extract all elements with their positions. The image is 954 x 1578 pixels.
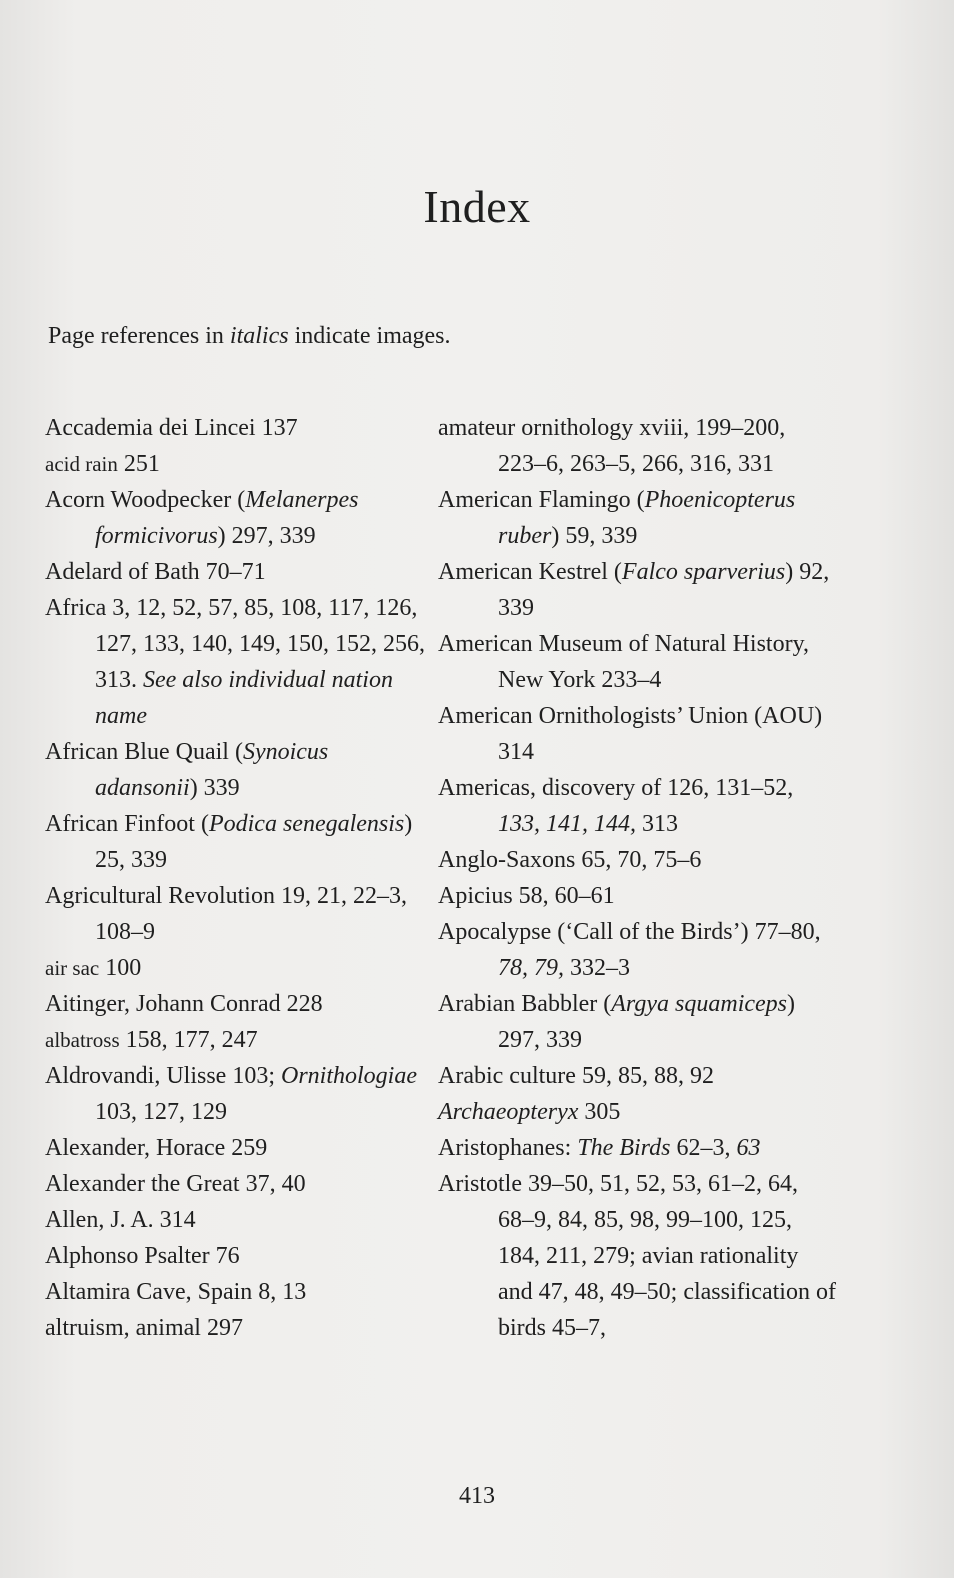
entry-heading: American Museum of Natural History, New York [438, 631, 810, 693]
entry-detail: 233–4 [595, 667, 662, 693]
entry-heading: altruism, animal [45, 1315, 201, 1341]
index-entry [438, 1166, 838, 1346]
entry-heading: Aitinger, Johann Conrad [45, 991, 281, 1017]
entry-detail: ) 92, 339 [498, 559, 830, 621]
entry-heading: Arabic culture [438, 1063, 576, 1089]
entry-detail: 137 [255, 415, 298, 441]
entry-heading: albatross [45, 1028, 120, 1052]
entry-detail: 251 [117, 451, 160, 477]
entry-heading: Acorn Woodpecker ( [45, 487, 246, 513]
index-entry [438, 842, 838, 878]
entry-detail: ) 339 [189, 775, 240, 801]
entry-heading: Adelard of Bath [45, 559, 200, 585]
entry-detail: 19, 21, 22–3, 108–9 [95, 883, 407, 945]
entry-heading: Accademia dei Lincei [45, 415, 256, 441]
entry-heading: Apocalypse (‘Call of the Birds’) [438, 919, 749, 945]
index-entry [438, 410, 838, 482]
entry-heading: Alexander the Great [45, 1171, 240, 1197]
entry-detail: 37, 40 [239, 1171, 306, 1197]
index-entry [438, 1094, 838, 1130]
index-entry [45, 734, 425, 806]
index-entry [45, 410, 425, 446]
entry-detail: 228 [280, 991, 323, 1017]
entry-detail: ) 297, 339 [217, 523, 316, 549]
index-entry [45, 446, 425, 482]
entry-heading: Allen, J. A. [45, 1207, 154, 1233]
index-entry [45, 1310, 425, 1346]
entry-heading: Aristotle [438, 1171, 522, 1197]
entry-detail: Falco sparverius [621, 559, 786, 585]
index-entry [45, 950, 425, 986]
entry-detail: 158, 177, 247 [119, 1027, 258, 1053]
entry-heading: African Finfoot ( [45, 811, 209, 837]
index-entry [45, 1274, 425, 1310]
index-entry [438, 698, 838, 770]
entry-heading: Agricultural Revolution [45, 883, 275, 909]
entry-detail: The Birds [577, 1135, 671, 1161]
entry-detail: Argya squamiceps [611, 991, 788, 1017]
entry-heading: Apicius [438, 883, 513, 909]
entry-detail: 78, 79, [498, 955, 564, 981]
index-entry [45, 1202, 425, 1238]
entry-detail: Archaeopteryx [438, 1099, 579, 1125]
index-entry [438, 1058, 838, 1094]
index-entry [45, 1058, 425, 1130]
entry-detail: 305 [578, 1099, 621, 1125]
index-note [48, 323, 451, 350]
index-entry [438, 986, 838, 1058]
entry-heading: Americas, discovery of [438, 775, 662, 801]
entry-detail: 62–3, [670, 1135, 737, 1161]
entry-detail: 8, 13 [252, 1279, 307, 1305]
index-entry [438, 878, 838, 914]
entry-heading: Altamira Cave, Spain [45, 1279, 253, 1305]
entry-detail: 39–50, 51, 52, 53, 61–2, 64, 68–9, 84, 85, 98, 99–100, 125, 184, 211, 279; avian rationality and 47, 48, 49–50; classification of birds 45–7, [498, 1171, 836, 1341]
entry-detail: Podica senegalensis [208, 811, 405, 837]
entry-detail: 76 [209, 1243, 240, 1269]
entry-detail: 103; [226, 1063, 281, 1089]
entry-detail: 65, 70, 75–6 [575, 847, 702, 873]
index-entry [45, 986, 425, 1022]
entry-detail: xviii, 199–200, 223–6, 263–5, 266, 316, 331 [498, 415, 786, 477]
entry-heading: American Ornithologists’ Union (AOU) [438, 703, 823, 729]
note-text: Page references in [48, 323, 230, 349]
index-entry [438, 770, 838, 842]
entry-detail: 3, 12, 52, 57, 85, 108, 117, 126, 127, 133, 140, 149, 150, 152, 256, 313. [95, 595, 425, 693]
entry-detail: 100 [99, 955, 142, 981]
entry-detail: 332–3 [564, 955, 630, 981]
entry-detail: 103, 127, 129 [95, 1099, 227, 1125]
entry-heading: Anglo-Saxons [438, 847, 576, 873]
entry-detail: 259 [225, 1135, 268, 1161]
entry-heading: Alphonso Psalter [45, 1243, 210, 1269]
page-title: Index [423, 181, 531, 232]
entry-detail: 297 [200, 1315, 243, 1341]
entry-heading: Arabian Babbler ( [438, 991, 612, 1017]
index-entry [45, 482, 425, 554]
entry-detail: 58, 60–61 [512, 883, 615, 909]
index-entry [45, 590, 425, 734]
entry-detail: 70–71 [199, 559, 266, 585]
entry-detail: ) 297, 339 [498, 991, 796, 1053]
index-entry [45, 1166, 425, 1202]
index-entry [438, 482, 838, 554]
entry-heading: Alexander, Horace [45, 1135, 226, 1161]
entry-detail: ) 25, 339 [95, 811, 413, 873]
index-entry [45, 806, 425, 878]
entry-detail: See also individual nation name [95, 667, 393, 729]
entry-detail: 126, 131–52, [661, 775, 794, 801]
entry-detail: 77–80, [748, 919, 821, 945]
index-column-right [438, 410, 838, 1346]
entry-heading: air sac [45, 956, 100, 980]
entry-detail: 314 [153, 1207, 196, 1233]
index-entry [438, 626, 838, 698]
entry-heading: Aristophanes: [438, 1135, 578, 1161]
entry-detail: 133, 141, 144, [498, 811, 636, 837]
entry-heading: American Flamingo ( [438, 487, 645, 513]
index-entry [438, 1130, 838, 1166]
entry-heading: Africa [45, 595, 107, 621]
entry-detail: Melanerpes formicivorus [95, 487, 359, 549]
entry-detail: Phoenicopterus ruber [498, 487, 796, 549]
entry-detail: Synoicus adansonii [95, 739, 329, 801]
entry-heading: amateur ornithology [438, 415, 634, 441]
index-entry [438, 914, 838, 986]
index-entry [45, 1022, 425, 1058]
entry-detail: 314 [498, 739, 534, 765]
entry-detail: ) 59, 339 [551, 523, 638, 549]
index-entry [45, 554, 425, 590]
entry-detail: Ornithologiae [280, 1063, 417, 1089]
index-entry [45, 1238, 425, 1274]
entry-detail: 59, 85, 88, 92 [575, 1063, 714, 1089]
note-text-end: indicate images. [288, 323, 451, 349]
entry-heading: American Kestrel ( [438, 559, 622, 585]
index-entry [45, 1130, 425, 1166]
entry-heading: African Blue Quail ( [45, 739, 243, 765]
entry-heading: acid rain [45, 452, 118, 476]
index-column-left [45, 410, 425, 1346]
note-italic-word: italics [229, 323, 289, 349]
index-entry [438, 554, 838, 626]
page-number: 413 [459, 1483, 495, 1509]
entry-detail: 313 [636, 811, 678, 837]
index-entry [45, 878, 425, 950]
entry-detail: 63 [736, 1135, 761, 1161]
entry-heading: Aldrovandi, Ulisse [45, 1063, 227, 1089]
